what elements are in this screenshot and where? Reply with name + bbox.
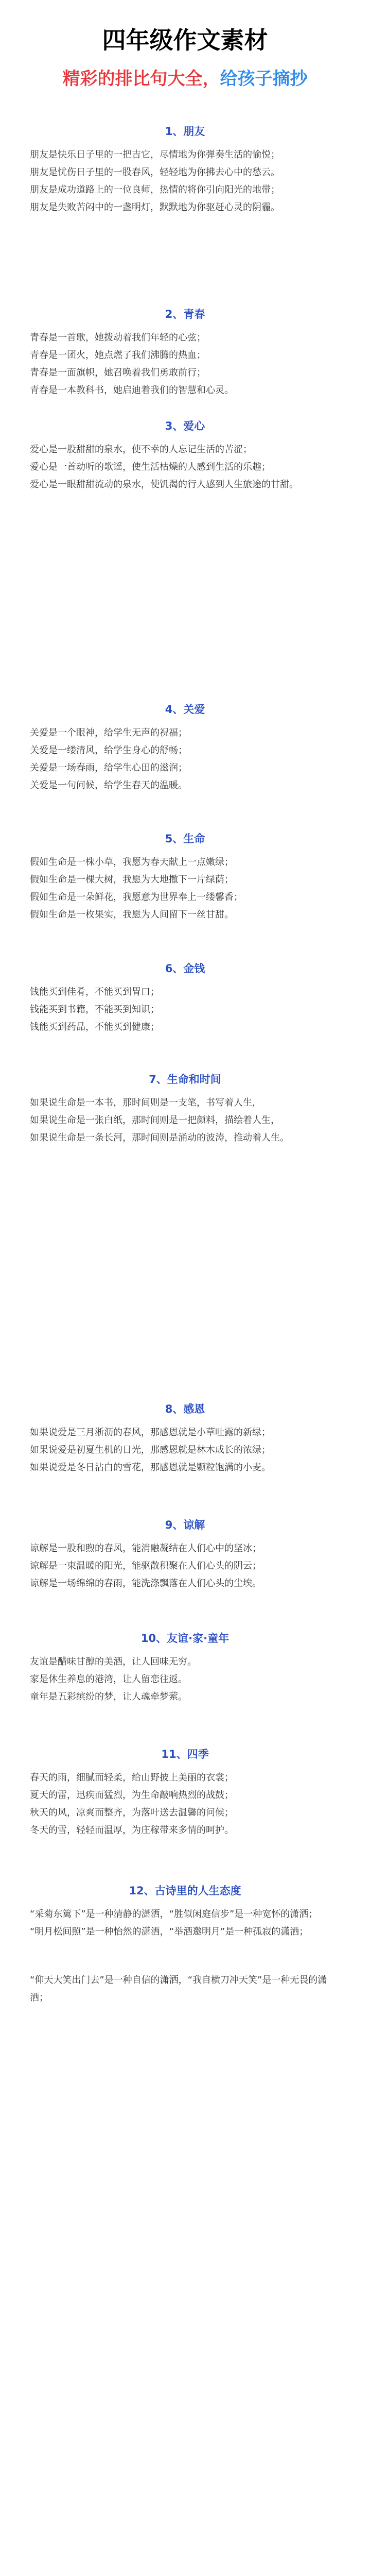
paragraph-line: 如果说爱是三月淅沥的春风，那感恩就是小草吐露的新绿； xyxy=(30,1427,271,1438)
paragraph-line: 童年是五彩缤纷的梦，让人魂牵梦萦。 xyxy=(30,1691,187,1702)
page-title: 四年级作文素材 xyxy=(102,26,268,54)
paragraph-line: 春天的雨，细腻而轻柔，给山野披上美丽的衣裳； xyxy=(30,1772,234,1783)
section-life-and-time xyxy=(0,1072,370,1147)
section-paragraph xyxy=(0,329,370,399)
paragraph-line: 朋友是失败苦闷中的一盏明灯，默默地为你驱赶心灵的阴霾。 xyxy=(30,202,280,213)
section-friendship-home-childhood xyxy=(0,1631,370,1706)
section-forgiveness xyxy=(0,1517,370,1592)
paragraph-line: 朋友是忧伤日子里的一股春风，轻轻地为你拂去心中的愁云。 xyxy=(30,167,280,178)
section-poetry-attitude xyxy=(0,1883,370,2007)
paragraph-line: 钱能买到药品，不能买到健康； xyxy=(30,1022,160,1032)
section-care xyxy=(0,702,370,794)
section-life xyxy=(0,831,370,924)
section-paragraph xyxy=(0,1094,370,1147)
paragraph-line: 谅解是一股和煦的春风，能消融凝结在人们心中的坚冰； xyxy=(30,1543,261,1554)
section-friend xyxy=(0,124,370,216)
paragraph-line: “明月松间照”是一种怡然的潇洒，“举酒邀明月”是一种孤寂的潇洒； xyxy=(30,1926,309,1937)
paragraph-line: 关爱是一句问候，给学生春天的温暖。 xyxy=(30,780,187,791)
section-paragraph xyxy=(0,1769,370,1839)
paragraph-line: 如果说生命是一条长河，那时间则是涌动的波涛，推动着人生。 xyxy=(30,1132,289,1143)
section-gratitude xyxy=(0,1401,370,1477)
paragraph-line: 谅解是一束温暖的阳光，能驱散积聚在人们心头的阴云； xyxy=(30,1561,261,1571)
paragraph-line: 秋天的风，凉爽而整齐，为落叶送去温馨的问候； xyxy=(30,1807,234,1818)
paragraph-line: 爱心是一眼甜甜流动的泉水，使饥渴的行人感到人生旅途的甘甜。 xyxy=(30,479,298,490)
paragraph-line: 钱能买到佳肴，不能买到胃口； xyxy=(30,987,160,997)
paragraph-line: 假如生命是一朵鲜花，我愿意为世界奉上一缕馨香； xyxy=(30,892,243,903)
section-paragraph xyxy=(0,984,370,1036)
paragraph-line: 谅解是一场绵绵的春雨，能洗涤飘落在人们心头的尘埃。 xyxy=(30,1578,261,1589)
section-paragraph xyxy=(0,1424,370,1477)
subtitle-blue-part: 给孩子摘抄 xyxy=(220,69,308,89)
section-money xyxy=(0,961,370,1036)
paragraph-line: 爱心是一股甜甜的泉水，使不幸的人忘记生活的苦涩； xyxy=(30,444,252,455)
paragraph-line: “采菊东篱下”是一种清静的潇洒，“胜似闲庭信步”是一种宽怀的潇洒； xyxy=(30,1909,318,1920)
section-heading: 4、关爱 xyxy=(165,703,205,716)
paragraph-line: 关爱是一缕清风，给学生身心的舒畅； xyxy=(30,745,187,756)
section-heading: 10、友谊·家·童年 xyxy=(140,1632,230,1645)
section-heading: 8、感恩 xyxy=(165,1403,205,1415)
section-heading: 3、爱心 xyxy=(165,420,205,432)
section-heading: 11、四季 xyxy=(161,1748,209,1760)
paragraph-line: 冬天的雪，轻轻而温厚，为庄稼带来多情的呵护。 xyxy=(30,1825,234,1836)
section-heading: 12、古诗里的人生态度 xyxy=(129,1885,241,1897)
paragraph-line: 假如生命是一枚果实，我愿为人间留下一丝甘甜。 xyxy=(30,909,234,920)
paragraph-line: 如果说生命是一本书，那时间则是一支笔，书写着人生， xyxy=(30,1097,261,1108)
paragraph-line: 假如生命是一棵大树，我愿为大地撒下一片绿荫； xyxy=(30,874,234,885)
page-subtitle xyxy=(0,64,370,90)
section-heading: 6、金钱 xyxy=(165,962,205,975)
section-heading: 7、生命和时间 xyxy=(149,1073,221,1086)
paragraph-line: 如果说爱是冬日沾白的雪花，那感恩就是颗粒饱满的小麦。 xyxy=(30,1462,271,1473)
paragraph-line: 朋友是成功道路上的一位良师，热情的将你引向阳光的地带； xyxy=(30,184,280,195)
paragraph-line: 关爱是一个眼神，给学生无声的祝福； xyxy=(30,727,187,738)
section-paragraph xyxy=(0,854,370,924)
paragraph-line: 如果说爱是初夏生机的日光，那感恩就是林木成长的浓绿； xyxy=(30,1445,271,1455)
section-heading: 5、生命 xyxy=(165,833,205,845)
section-paragraph xyxy=(0,1540,370,1592)
section-four-seasons xyxy=(0,1747,370,1839)
paragraph-line: 钱能买到书籍，不能买到知识； xyxy=(30,1004,160,1015)
paragraph-line: 青春是一团火，她点燃了我们沸腾的热血； xyxy=(30,350,206,361)
section-heading: 1、朋友 xyxy=(165,125,205,138)
paragraph-line: 青春是一本教科书，她启迪着我们的智慧和心灵。 xyxy=(30,385,234,396)
section-paragraph xyxy=(0,724,370,794)
paragraph-line: 友谊是醋味甘醇的美酒，让人回味无穷。 xyxy=(30,1656,197,1667)
paragraph-line: 家是休生养息的港湾，让人留恋往返。 xyxy=(30,1674,187,1685)
paragraph-line: 爱心是一首动听的歌谣，使生活枯燥的人感到生活的乐趣； xyxy=(30,462,271,472)
paragraph-line: 夏天的雷，迅疾而猛烈，为生命敲响热烈的战鼓； xyxy=(30,1790,234,1801)
paragraph-line: 假如生命是一株小草，我愿为春天献上一点嫩绿； xyxy=(30,857,234,868)
section-heading: 9、谅解 xyxy=(165,1519,205,1531)
paragraph-line: 关爱是一场春雨，给学生心田的滋润； xyxy=(30,762,187,773)
section-paragraph xyxy=(0,441,370,494)
paragraph-line: 朋友是快乐日子里的一把吉它，尽情地为你弹奏生活的愉悦； xyxy=(30,149,280,160)
paragraph-line: 青春是一首歌，她拨动着我们年轻的心弦； xyxy=(30,332,206,343)
section-youth xyxy=(0,307,370,399)
subtitle-red-part: 精彩的排比句大全， xyxy=(62,69,220,89)
section-love xyxy=(0,418,370,494)
section-paragraph xyxy=(0,1906,370,1941)
section-paragraph xyxy=(0,1653,370,1706)
section-paragraph xyxy=(0,1972,370,2007)
paragraph-line: 如果说生命是一张白纸，那时间则是一把颜料，描绘着人生， xyxy=(30,1115,280,1126)
section-paragraph xyxy=(0,146,370,216)
section-heading: 2、青春 xyxy=(165,308,205,320)
paragraph-line: “仰天大笑出门去”是一种自信的潇洒，“我自横刀冲天笑”是一种无畏的潇洒； xyxy=(30,1975,327,2003)
paragraph-line: 青春是一面旗帜，她召唤着我们勇敢前行； xyxy=(30,367,206,378)
